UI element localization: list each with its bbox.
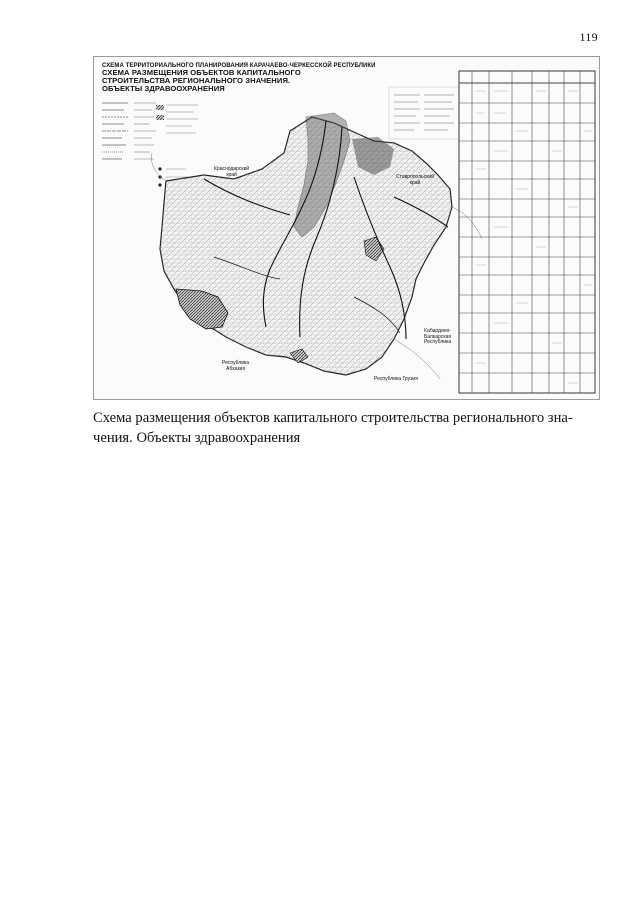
map-table bbox=[459, 71, 595, 393]
map-legend-right bbox=[389, 87, 459, 139]
caption-line: Схема размещения объектов капитального строительства регионального зна- bbox=[93, 410, 573, 426]
map-drawing bbox=[94, 57, 599, 399]
map-label-stavropol: Ставропольский край bbox=[396, 174, 435, 186]
map-title-line: СХЕМА ТЕРРИТОРИАЛЬНОГО ПЛАНИРОВАНИЯ КАРАЧАЕВО-ЧЕРКЕССКОЙ РЕСПУБЛИКИ bbox=[102, 63, 376, 69]
map-label-krasnodar: Краснодарский край bbox=[214, 166, 250, 178]
map-figure bbox=[93, 56, 600, 400]
map-title-line: СТРОИТЕЛЬСТВА РЕГИОНАЛЬНОГО ЗНАЧЕНИЯ. bbox=[102, 76, 291, 86]
map-legend-left bbox=[102, 103, 198, 187]
caption-line: чения. Объекты здравоохранения bbox=[93, 430, 301, 447]
map-label-abkhazia: Республика Абхазия bbox=[222, 360, 250, 372]
page-number: 119 bbox=[579, 30, 598, 44]
map-label-kbr: Кабардино- Балкарская Республика bbox=[424, 328, 452, 345]
map-label-georgia: Республика Грузия bbox=[374, 376, 418, 382]
map-title-line: СХЕМА РАЗМЕЩЕНИЯ ОБЪЕКТОВ КАПИТАЛЬНОГО bbox=[102, 68, 301, 78]
map-title-block bbox=[102, 63, 402, 93]
figure-caption bbox=[93, 408, 601, 448]
map-title-line: ОБЪЕКТЫ ЗДРАВООХРАНЕНИЯ bbox=[102, 84, 225, 94]
